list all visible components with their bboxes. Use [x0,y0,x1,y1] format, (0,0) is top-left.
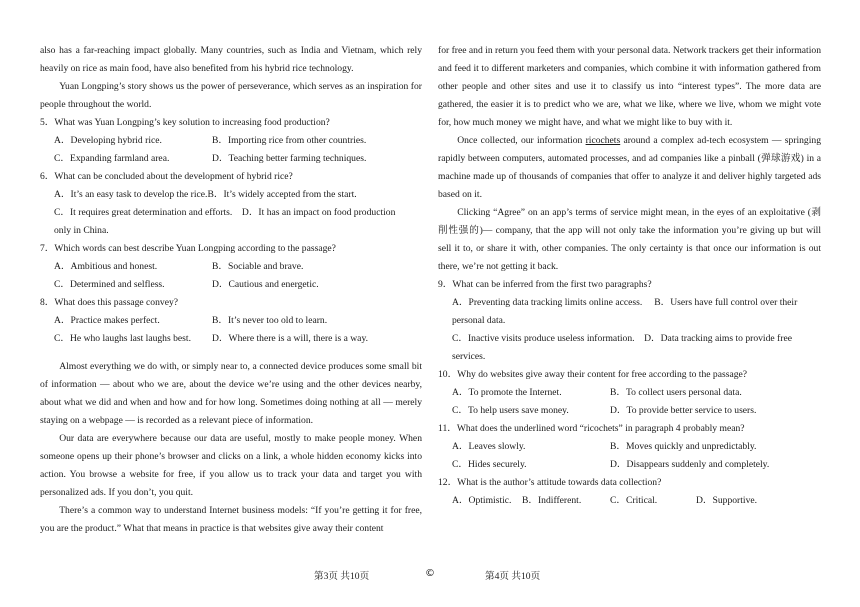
question-stem: 12．What is the author’s attitude towards data collection? [438,477,662,488]
option-d: D．Disappears suddenly and completely. [610,459,770,470]
paragraph: also has a far-reaching impact globally. Many countries, such as India and Vietnam, which rely heavily on rice as main food, have also benefited from his hybrid rice technology. [40,45,422,74]
paragraph-text: around a complex ad-tech ecosystem — springing rapidly between computers, automated processes, and ad companies like a pinball (弹球游戏) in a machine made up of thousands of companies that offer to analyze it and deliver highly targeted ads based on it. [438,135,821,200]
option-d: D．Teaching better farming techniques. [212,153,367,164]
option-b: B．Moves quickly and unpredictably. [610,441,757,452]
option-b: B．Sociable and brave. [212,261,304,272]
question-stem: 9．What can be inferred from the first two paragraphs? [438,279,652,290]
option-d: D．Where there is a will, there is a way. [212,333,369,344]
option-c: C．Critical. [610,495,658,506]
left-column [40,42,422,538]
option-c: C．Expanding farmland area. [54,153,170,164]
page-number-right: 第4页 共10页 [485,571,541,582]
question-9 [438,276,821,366]
option-a: A．To promote the Internet. [452,387,562,398]
option-c: C．Determined and selfless. [54,279,165,290]
question-6 [40,168,422,240]
option-d: D．Cautious and energetic. [212,279,319,290]
option-a-b: A．It’s an easy task to develop the rice.B．It’s widely accepted from the start. [54,189,357,200]
underlined-word: ricochets [585,135,621,146]
paragraph: Almost everything we do with, or simply near to, a connected device produces some small bit of information — about who we are, about the device we’re using and the other devices nearby, about what we did and when and how and for how long. Sometimes doing nothing at all — merely staying on a webpage — is recorded as a relevant piece of information. [40,361,422,426]
option-a-b: A．Preventing data tracking limits online access. B．Users have full control over their [452,297,798,308]
option-b: B．Importing rice from other countries. [212,135,367,146]
question-stem: 11．What does the underlined word “ricochets” in paragraph 4 probably mean? [438,423,745,434]
option-a: A．Ambitious and honest. [54,261,158,272]
option-c: C．To help users save money. [452,405,569,416]
option-a: A．Practice makes perfect. [54,315,160,326]
option-c-d: C．Inactive visits produce useless information. D．Data tracking aims to provide free [452,333,792,344]
option-continuation: services. [452,351,486,362]
paragraph: for free and in return you feed them with your personal data. Network trackers get their information and feed it to different marketers and companies, which combine it with information gathered from other people and other sites and use it to classify us into “interest types”. The more data are gathered, the easier it is to predict who we are, what we like, where we live, whom we might vote for, how much money we might have, and what we might like to buy with it. [438,45,821,128]
option-a: A．Leaves slowly. [452,441,526,452]
right-column [438,42,821,510]
option-continuation: only in China. [54,225,109,236]
question-12 [438,474,821,510]
option-c: C．Hides securely. [452,459,527,470]
question-11 [438,420,821,474]
option-b: B．Indifferent. [522,495,582,506]
option-c: C．He who laughs last laughs best. [54,333,191,344]
paragraph: There’s a common way to understand Internet business models: “If you’re getting it for free, you are the product.” What that means in practice is that websites give away their content [40,505,422,534]
copyright-symbol: © [425,568,435,579]
question-10 [438,366,821,420]
page-number-left: 第3页 共10页 [314,571,370,582]
question-7 [40,240,422,294]
question-stem: 10．Why do websites give away their content for free according to the passage? [438,369,748,380]
paragraph: Yuan Longping’s story shows us the power of perseverance, which serves as an inspiration for people throughout the world. [40,81,422,110]
option-d: D．To provide better service to users. [610,405,757,416]
option-b: B．To collect users personal data. [610,387,742,398]
option-b: B．It’s never too old to learn. [212,315,328,326]
option-a: A．Developing hybrid rice. [54,135,162,146]
question-stem: 7．Which words can best describe Yuan Longping according to the passage? [40,243,336,254]
option-c-d: C．It requires great determination and efforts. D．It has an impact on food production [54,207,396,218]
option-d: D．Supportive. [696,495,758,506]
question-stem: 5．What was Yuan Longping’s key solution to increasing food production? [40,117,330,128]
paragraph-text: Once collected, our information [457,135,586,146]
question-stem: 6．What can be concluded about the development of hybrid rice? [40,171,293,182]
option-continuation: personal data. [452,315,506,326]
paragraph [438,132,821,204]
question-5 [40,114,422,168]
paragraph: Our data are everywhere because our data are useful, mostly to make people money. When someone opens up their phone’s browser and clicks on a link, a whole hidden economy kicks into action. You browse a website for free, if you allow us to track your data and target you with personalized ads. If you don’t, you quit. [40,433,422,498]
option-a: A．Optimistic. [452,495,512,506]
paragraph: Clicking “Agree” on an app’s terms of service might mean, in the eyes of an exploitative (剥削性强的)— company, that the app will not only take the information you’re giving up but will sell it to, or share it with, other companies. The only certainty is that once our information is out there, we’re not getting it back. [438,207,821,272]
question-8 [40,294,422,348]
question-stem: 8．What does this passage convey? [40,297,179,308]
